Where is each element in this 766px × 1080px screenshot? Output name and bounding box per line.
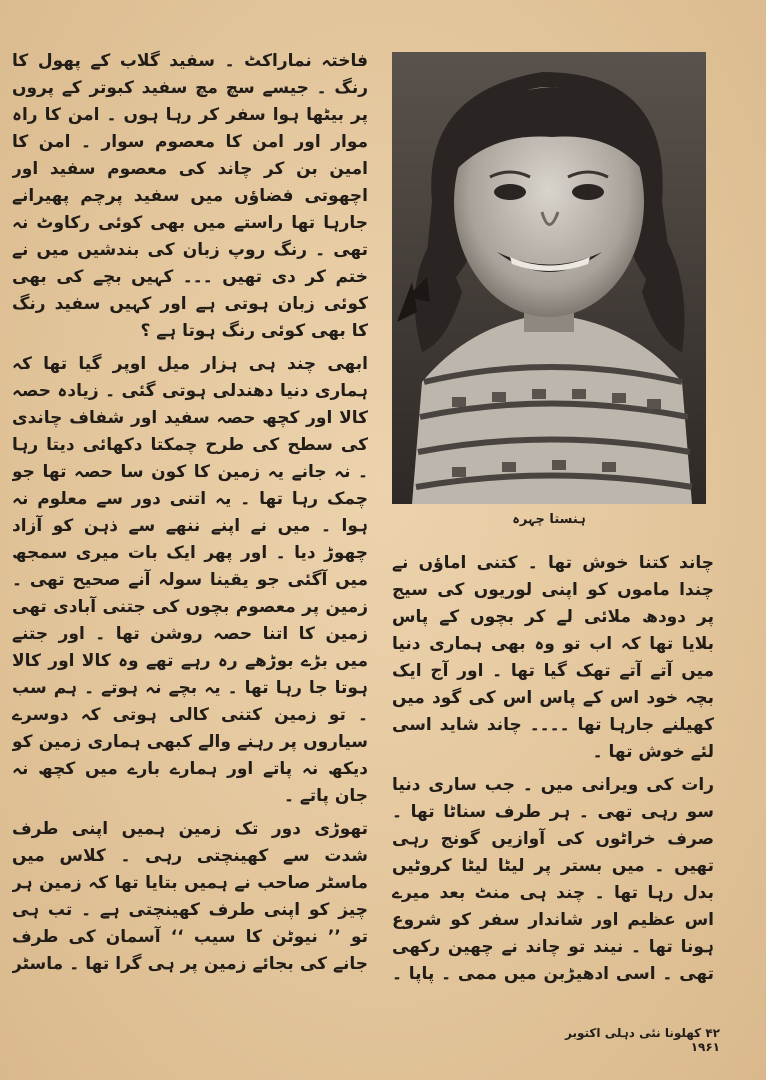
paragraph: تھوڑی دور تک زمین ہمیں اپنی طرف شدت سے کھینچتی رہی ۔ کلاس میں ماسٹر صاحب نے ہمیں بتایا تھا کہ زمین ہر چیز کو اپنی طرف کھینچتی ہے ۔ تب ہی تو ’’ نیوٹن کا سیب ‘‘ آسمان کی طرف جانے کی بجائے زمین پر ہی گرا تھا ۔ ماسٹر [12, 819, 368, 974]
paragraph: رات کی ویرانی میں ۔ جب ساری دنیا سو رہی تھی ۔ ہر طرف سناٹا تھا ۔ صرف خراٹوں کی آوازیں گونج رہی تھیں ۔ میں بستر پر لیٹا لیٹا کروٹیں بدل رہا تھا ۔ چند ہی منٹ بعد میرے اس عظیم اور شاندار سفر کو شروع ہونا تھا ۔ نیند تو چاند نے چھین رکھی تھی ۔ اسی ادھیڑبن میں ممی ۔ پاپا ۔ [392, 775, 714, 984]
paragraph: فاختہ نماراکٹ ۔ سفید گلاب کے پھول کا رنگ ۔ جیسے سچ مچ سفید کبوتر کے پروں پر بیٹھا ہوا سفر کر رہا ہوں ۔ امن کا راہ موار اور امن کا معصوم سوار ۔ امن کا امین بن کر چاند کی معصوم سفید اور اچھوتی فضاؤں میں سفید پرچم پھیرانے جارہا تھا راستے میں بھی کوئی رکاوٹ نہ تھی ۔ رنگ روپ زبان کی بندشیں میں نے ختم کر دی تھیں ۔۔۔ کہیں بچے کی بھی کوئی زبان ہوتی ہے اور کہیں سفید رنگ کا بھی کوئی رنگ ہوتا ہے ؟ [12, 51, 368, 341]
girl-photo [392, 52, 706, 504]
paragraph: ابھی چند ہی ہزار میل اوپر گیا تھا کہ ہماری دنیا دھندلی ہوتی گئی ۔ زیادہ حصہ کالا اور کچھ حصہ سفید اور شفاف چاندی کی سطح کی طرح چمکتا دکھائی دیتا رہا ۔ نہ جانے یہ زمین کا کون سا حصہ تھا جو چمک رہا تھا ۔ یہ اتنی دور سے معلوم نہ ہوا ۔ میں نے اپنے ننھے سے ذہن کو آزاد چھوڑ دیا ۔ اور پھر ایک بات میری سمجھ میں آگئی جو یقینا سولہ آنے صحیح تھی ۔ زمین پر معصوم بچوں کی جتنی آبادی تھی زمین کا اتنا حصہ روشن تھا ۔ اور جتنے میں بڑے بوڑھے رہ رہے تھے وہ کالا اور کالا ہوتا جا رہا تھا ۔ یہ بچے نہ ہوتے ۔ ہم سب ۔ تو زمین کتنی کالی ہوتی کہ دوسرے سیاروں پر رہنے والے کبھی ہماری زمین کو دیکھ نہ پاتے اور ہمارے بارے میں کچھ نہ جان پاتے ۔ [12, 354, 368, 806]
girl-portrait-illustration [392, 52, 706, 504]
paragraph: چاند کتنا خوش تھا ۔ کتنی اماؤں نے چندا ماموں کو اپنی لوریوں کی سیج پر دودھ ملائی لے کر بچوں کے پاس بلایا تھا کہ اب تو وہ بھی ہماری دنیا میں آتے آتے تھک گیا تھا ۔ اور آج ایک بچہ خود اس کے پاس اس کی گود میں کھیلنے جارہا تھا ۔۔۔۔ چاند شاید اسی لئے خوش تھا ۔ [392, 553, 714, 762]
photo-caption: ہنستا چہرہ [512, 512, 586, 527]
article-column-right [12, 48, 368, 978]
page-footer: ۴۲ کھلونا نئی دہلی اکتوبر ۱۹۶۱ [565, 1026, 720, 1054]
article-column-left [392, 550, 714, 990]
